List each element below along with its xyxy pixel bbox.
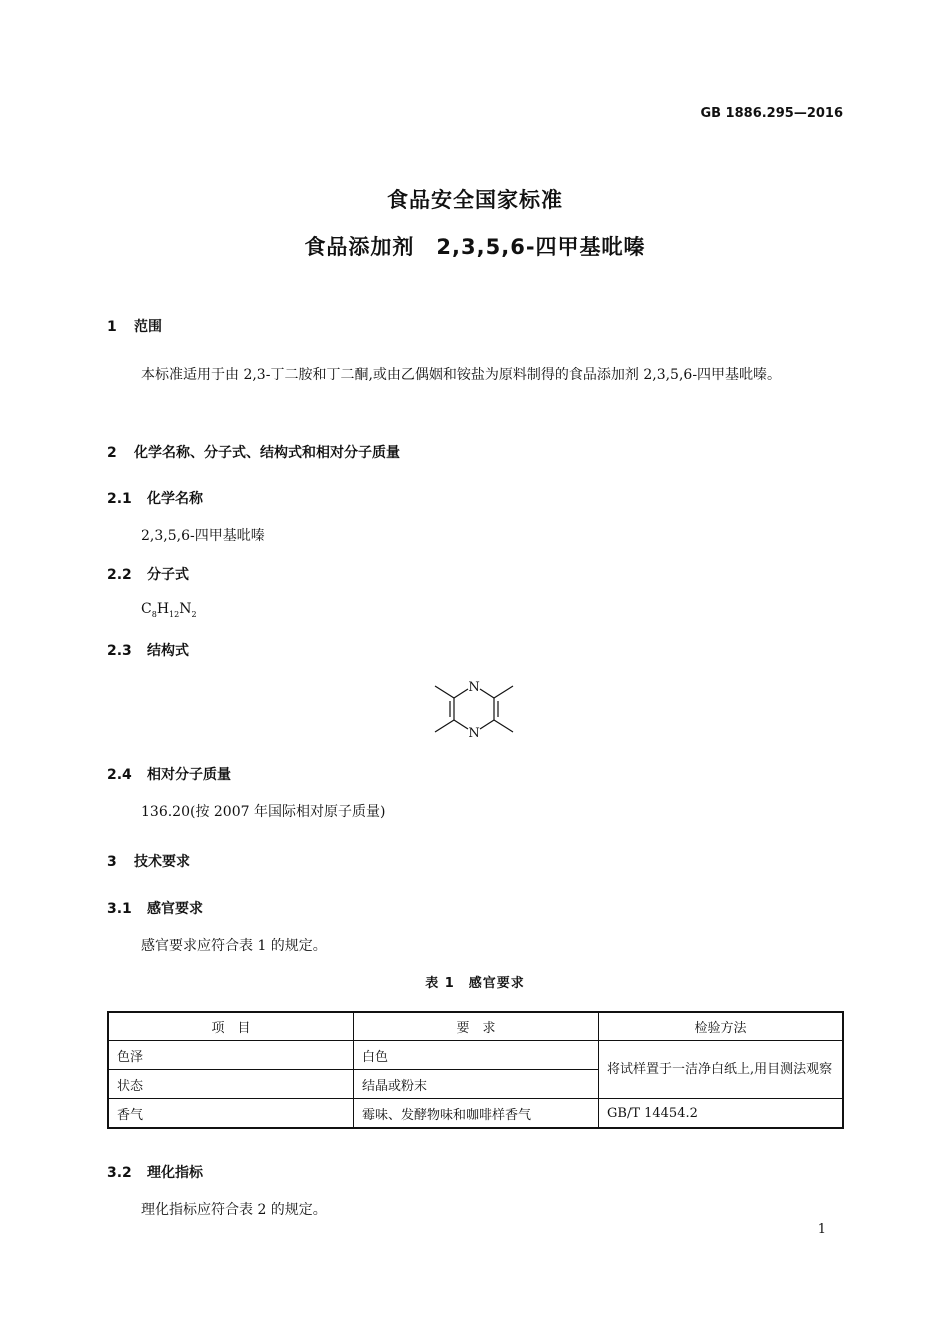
table-1-caption: 表 1 感官要求: [425, 976, 525, 991]
section-number: 3.1: [107, 901, 132, 917]
table-header-cell: 项 目: [108, 1012, 354, 1041]
document-title: 食品安全国家标准: [387, 188, 563, 212]
section-title: 技术要求: [134, 854, 190, 870]
chemical-name: 2,3,5,6-四甲基吡嗪: [141, 528, 265, 544]
section-title: 结构式: [147, 643, 189, 659]
table-cell-requirement: 结晶或粉末: [354, 1070, 599, 1099]
section-2-1-heading: [107, 488, 203, 508]
section-number: 2.1: [107, 491, 132, 507]
section-number: 2: [107, 445, 117, 461]
section-number: 2.4: [107, 767, 132, 783]
section-number: 2.3: [107, 643, 132, 659]
formula-element: N: [179, 601, 192, 617]
section-3-2-body: 理化指标应符合表 2 的规定。: [141, 1202, 327, 1218]
formula-subscript: 12: [169, 609, 180, 619]
section-number: 2.2: [107, 567, 132, 583]
section-title: 范围: [134, 319, 162, 335]
formula-element: C: [141, 601, 152, 617]
section-1-body: 本标准适用于由 2,3-丁二胺和丁二酮,或由乙偶姻和铵盐为原料制得的食品添加剂 2,3,5,6-四甲基吡嗪。: [141, 367, 782, 383]
section-3-1-body: 感官要求应符合表 1 的规定。: [141, 938, 327, 954]
document-subtitle: 食品添加剂 2,3,5,6-四甲基吡嗪: [304, 235, 646, 259]
table-row: [108, 1099, 843, 1129]
page-number: 1: [817, 1222, 826, 1237]
section-3-heading: [107, 851, 190, 871]
section-number: 3.2: [107, 1165, 132, 1181]
section-2-4-heading: [107, 764, 231, 784]
table-cell-requirement: 白色: [354, 1041, 599, 1070]
section-2-2-heading: [107, 564, 189, 584]
sensory-requirements-table: [107, 1011, 844, 1129]
table-cell-item: 色泽: [108, 1041, 354, 1070]
table-header-cell: 检验方法: [599, 1012, 844, 1041]
formula-subscript: 2: [191, 609, 197, 619]
table-header-row: [108, 1012, 843, 1041]
section-title: 化学名称、分子式、结构式和相对分子质量: [134, 445, 400, 461]
table-cell-requirement: 霉味、发酵物味和咖啡样香气: [354, 1099, 599, 1129]
formula-subscript: 8: [151, 609, 157, 619]
section-title: 感官要求: [147, 901, 203, 917]
section-2-heading: [107, 442, 400, 462]
table-cell-item: 状态: [108, 1070, 354, 1099]
section-title: 相对分子质量: [147, 767, 231, 783]
nitrogen-atom-label: N: [468, 726, 480, 741]
table-header-cell: 要 求: [354, 1012, 599, 1041]
standard-number: GB 1886.295—2016: [700, 106, 843, 121]
table-cell-method: GB/T 14454.2: [599, 1099, 844, 1129]
molecular-formula: [141, 601, 197, 619]
table-row: [108, 1041, 843, 1070]
section-title: 化学名称: [147, 491, 203, 507]
molecular-mass: 136.20(按 2007 年国际相对原子质量): [141, 804, 386, 820]
section-3-2-heading: [107, 1162, 203, 1182]
section-number: 3: [107, 854, 117, 870]
structural-formula-diagram: [420, 672, 530, 744]
section-title: 分子式: [147, 567, 189, 583]
section-1-heading: [107, 316, 162, 336]
table-cell-method: 将试样置于一洁净白纸上,用目测法观察: [599, 1041, 844, 1099]
section-2-3-heading: [107, 640, 189, 660]
formula-element: H: [156, 601, 170, 617]
section-3-1-heading: [107, 898, 203, 918]
section-number: 1: [107, 319, 117, 335]
section-title: 理化指标: [147, 1165, 203, 1181]
table-cell-item: 香气: [108, 1099, 354, 1129]
nitrogen-atom-label: N: [468, 680, 480, 695]
